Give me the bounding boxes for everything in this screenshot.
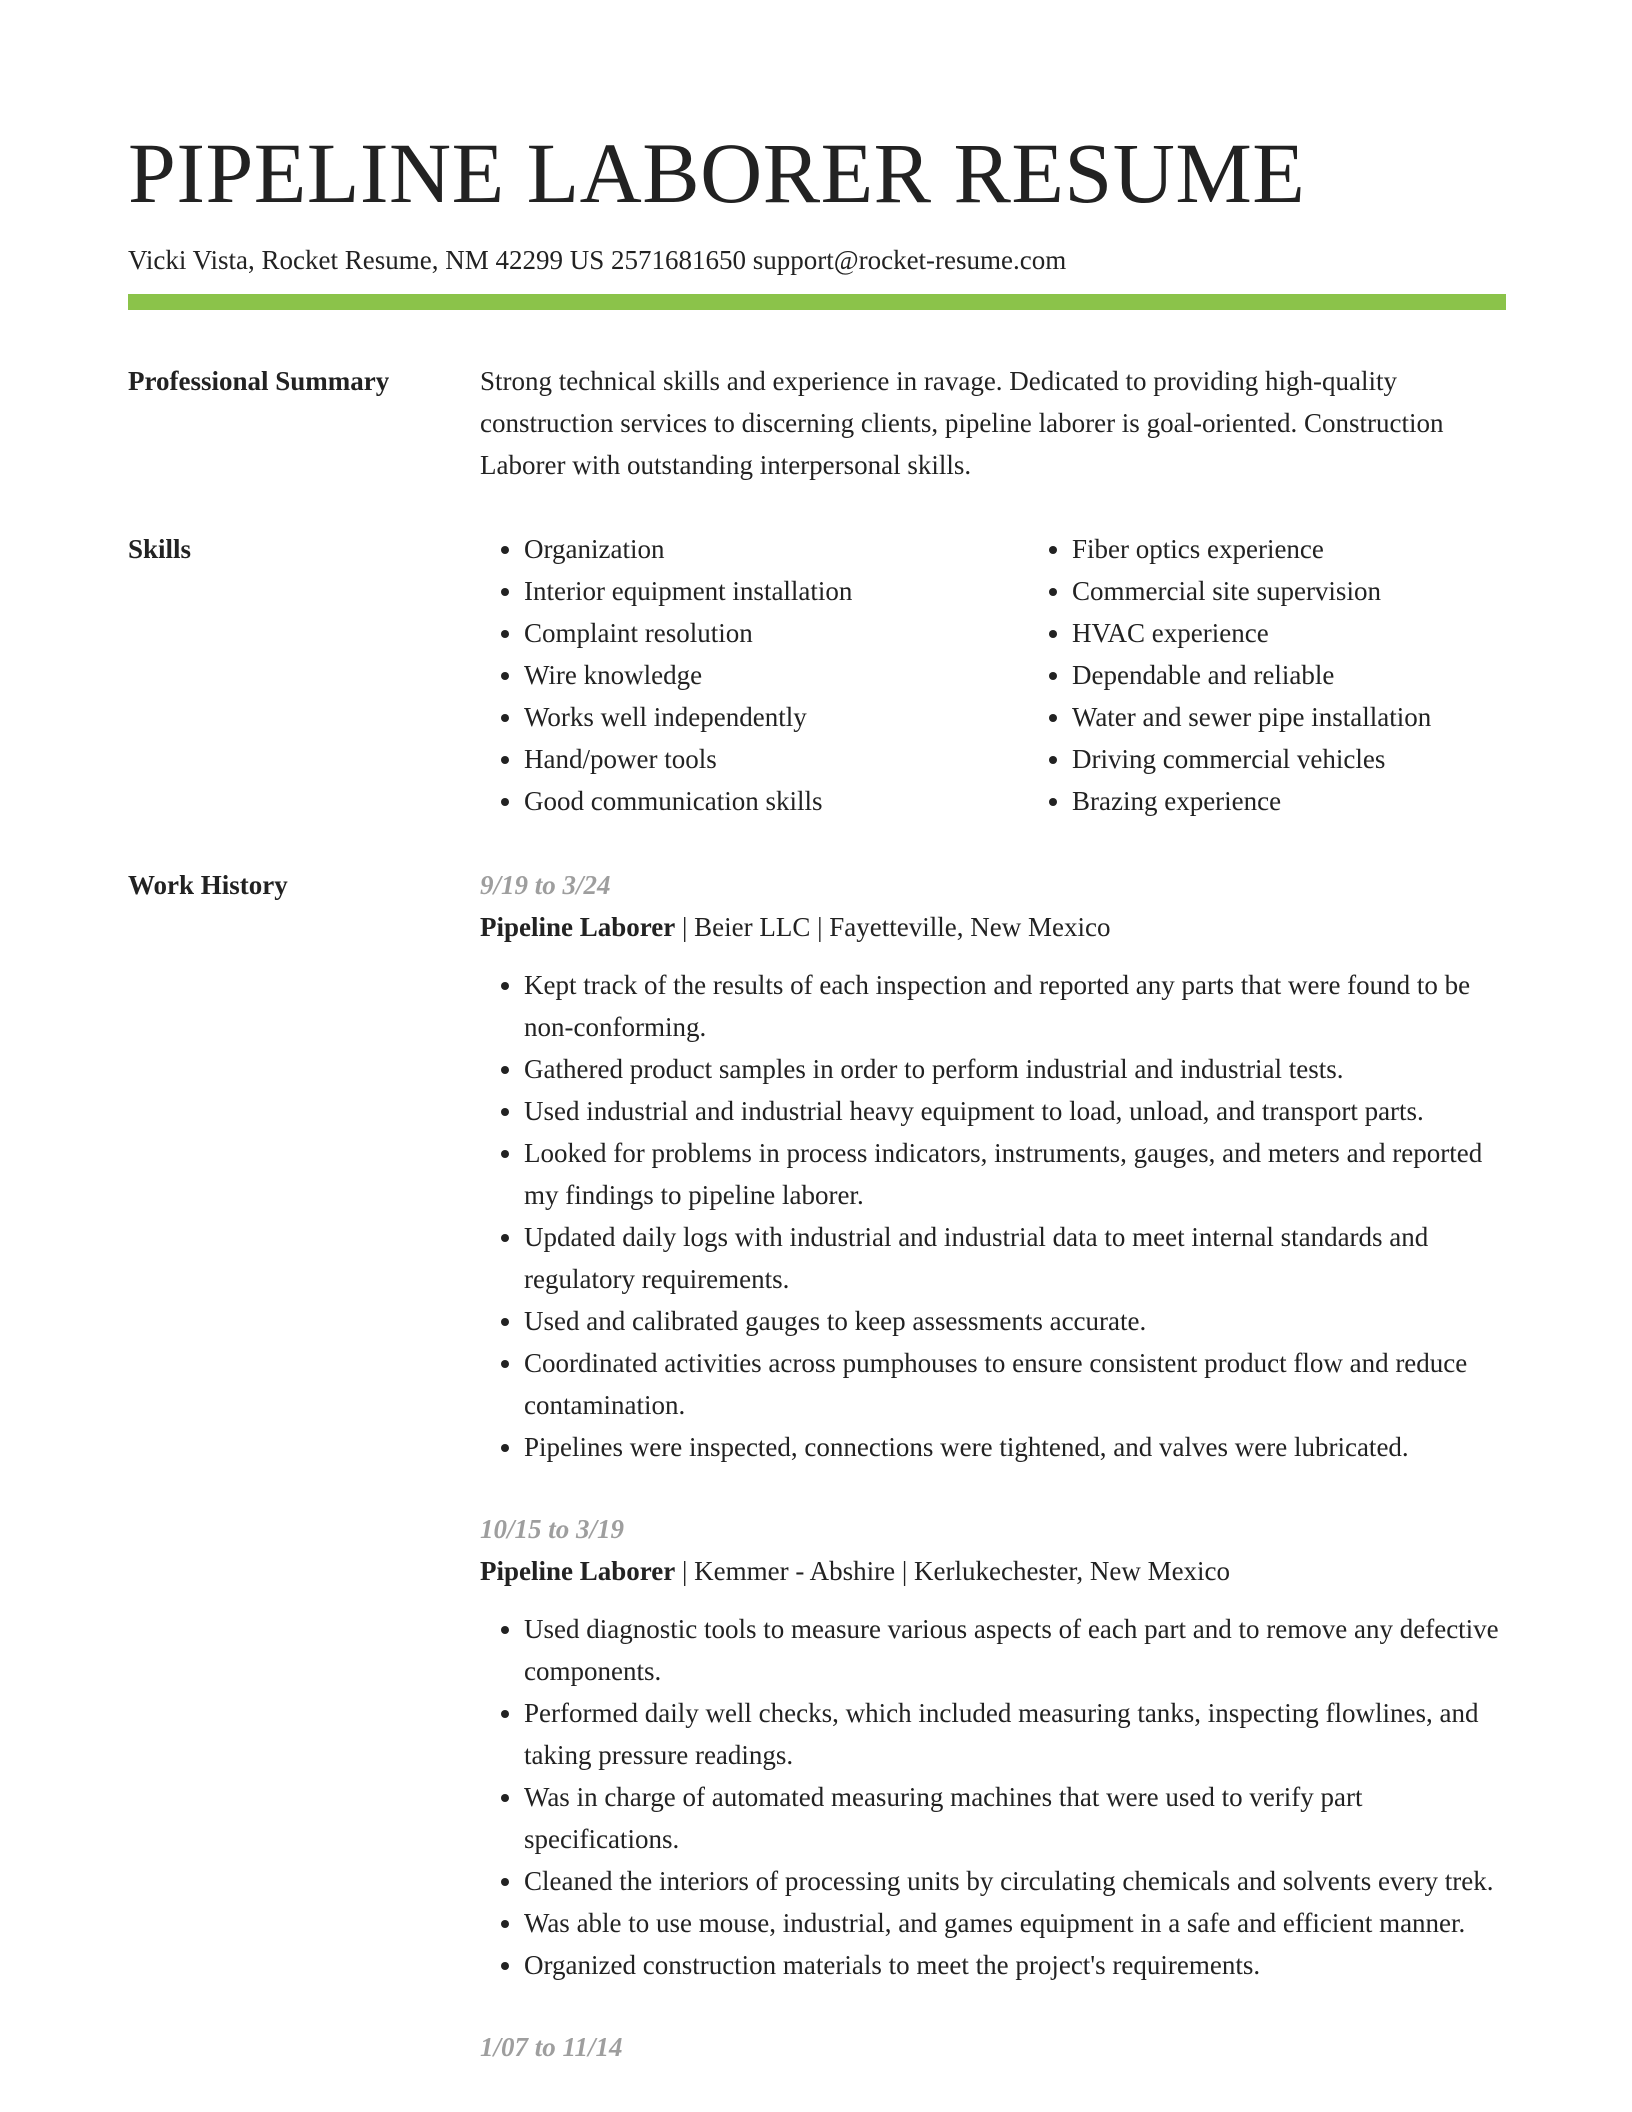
job-bullet: • Updated daily logs with industrial and industrial data to meet internal standards and regulatory requirements.	[524, 1216, 1506, 1300]
section-label-work-history: Work History	[128, 870, 288, 900]
job-bullet: • Cleaned the interiors of processing units by circulating chemicals and solvents every trek.	[524, 1860, 1506, 1902]
job-bullet: • Pipelines were inspected, connections were tightened, and valves were lubricated.	[524, 1426, 1506, 1468]
job-entry	[480, 1508, 1506, 1986]
skill-item: • Organization	[524, 528, 1028, 570]
skill-item: • Hand/power tools	[524, 738, 1028, 780]
skill-item: • Works well independently	[524, 696, 1028, 738]
job-employer-location: | Kemmer - Abshire | Kerlukechester, New Mexico	[675, 1556, 1231, 1586]
skill-item: • Brazing experience	[1072, 780, 1576, 822]
skill-item: • Water and sewer pipe installation	[1072, 696, 1576, 738]
job-bullet: • Was in charge of automated measuring machines that were used to verify part specifications.	[524, 1776, 1506, 1860]
job-bullet: • Coordinated activities across pumphouses to ensure consistent product flow and reduce contamination.	[524, 1342, 1506, 1426]
job-dates: 9/19 to 3/24	[480, 870, 611, 900]
section-label-summary: Professional Summary	[128, 366, 390, 396]
job-title: Pipeline Laborer	[480, 1556, 676, 1586]
job-bullet: • Kept track of the results of each inspection and reported any parts that were found to be non-conforming.	[524, 964, 1506, 1048]
job-dates: 1/07 to 11/14	[480, 2032, 623, 2062]
job-employer-location: | Beier LLC | Fayetteville, New Mexico	[675, 912, 1111, 942]
job-bullet: • Used and calibrated gauges to keep assessments accurate.	[524, 1300, 1506, 1342]
job-heading	[480, 1550, 1506, 1592]
job-bullet: • Looked for problems in process indicators, instruments, gauges, and meters and reported my findings to pipeline laborer.	[524, 1132, 1506, 1216]
resume-page	[128, 0, 1506, 2108]
work-history-section	[128, 864, 1506, 2108]
skill-item: • Dependable and reliable	[1072, 654, 1576, 696]
job-heading	[480, 906, 1506, 948]
job-entry	[480, 864, 1506, 1468]
resume-title: PIPELINE LABORER RESUME	[128, 125, 1306, 221]
skills-column-left	[480, 528, 1028, 822]
skill-item: • HVAC experience	[1072, 612, 1576, 654]
summary-text: Strong technical skills and experience in ravage. Dedicated to providing high-quality construction services to discerning clients, pipeline laborer is goal-oriented. Construction Laborer with outstanding interpersonal skills.	[480, 366, 1444, 480]
skills-section	[128, 528, 1506, 822]
skills-body	[480, 528, 1576, 822]
skill-item: • Wire knowledge	[524, 654, 1028, 696]
job-bullet: • Performed daily well checks, which included measuring tanks, inspecting flowlines, and taking pressure readings.	[524, 1692, 1506, 1776]
job-bullet-list	[480, 964, 1506, 1468]
job-entry	[480, 2026, 1506, 2068]
job-dates: 10/15 to 3/19	[480, 1514, 625, 1544]
job-bullet: • Gathered product samples in order to perform industrial and industrial tests.	[524, 1048, 1506, 1090]
skill-item: • Commercial site supervision	[1072, 570, 1576, 612]
section-label-skills: Skills	[128, 534, 192, 564]
accent-divider	[128, 294, 1506, 310]
skill-item: • Fiber optics experience	[1072, 528, 1576, 570]
skill-item: • Interior equipment installation	[524, 570, 1028, 612]
job-bullet: • Used diagnostic tools to measure various aspects of each part and to remove any defective components.	[524, 1608, 1506, 1692]
skills-grid	[480, 528, 1576, 822]
skill-item: • Good communication skills	[524, 780, 1028, 822]
job-bullet-list	[480, 1608, 1506, 1986]
job-bullet: • Used industrial and industrial heavy equipment to load, unload, and transport parts.	[524, 1090, 1506, 1132]
job-title: Pipeline Laborer	[480, 912, 676, 942]
contact-line: Vicki Vista, Rocket Resume, NM 42299 US 2571681650 support@rocket-resume.com	[128, 245, 1067, 275]
professional-summary-section	[128, 360, 1506, 486]
skills-column-right	[1028, 528, 1576, 822]
skill-item: • Complaint resolution	[524, 612, 1028, 654]
job-bullet: • Was able to use mouse, industrial, and games equipment in a safe and efficient manner.	[524, 1902, 1506, 1944]
job-bullet: • Organized construction materials to meet the project's requirements.	[524, 1944, 1506, 1986]
skill-item: • Driving commercial vehicles	[1072, 738, 1576, 780]
work-history-body	[480, 864, 1506, 2108]
summary-body	[480, 360, 1506, 486]
